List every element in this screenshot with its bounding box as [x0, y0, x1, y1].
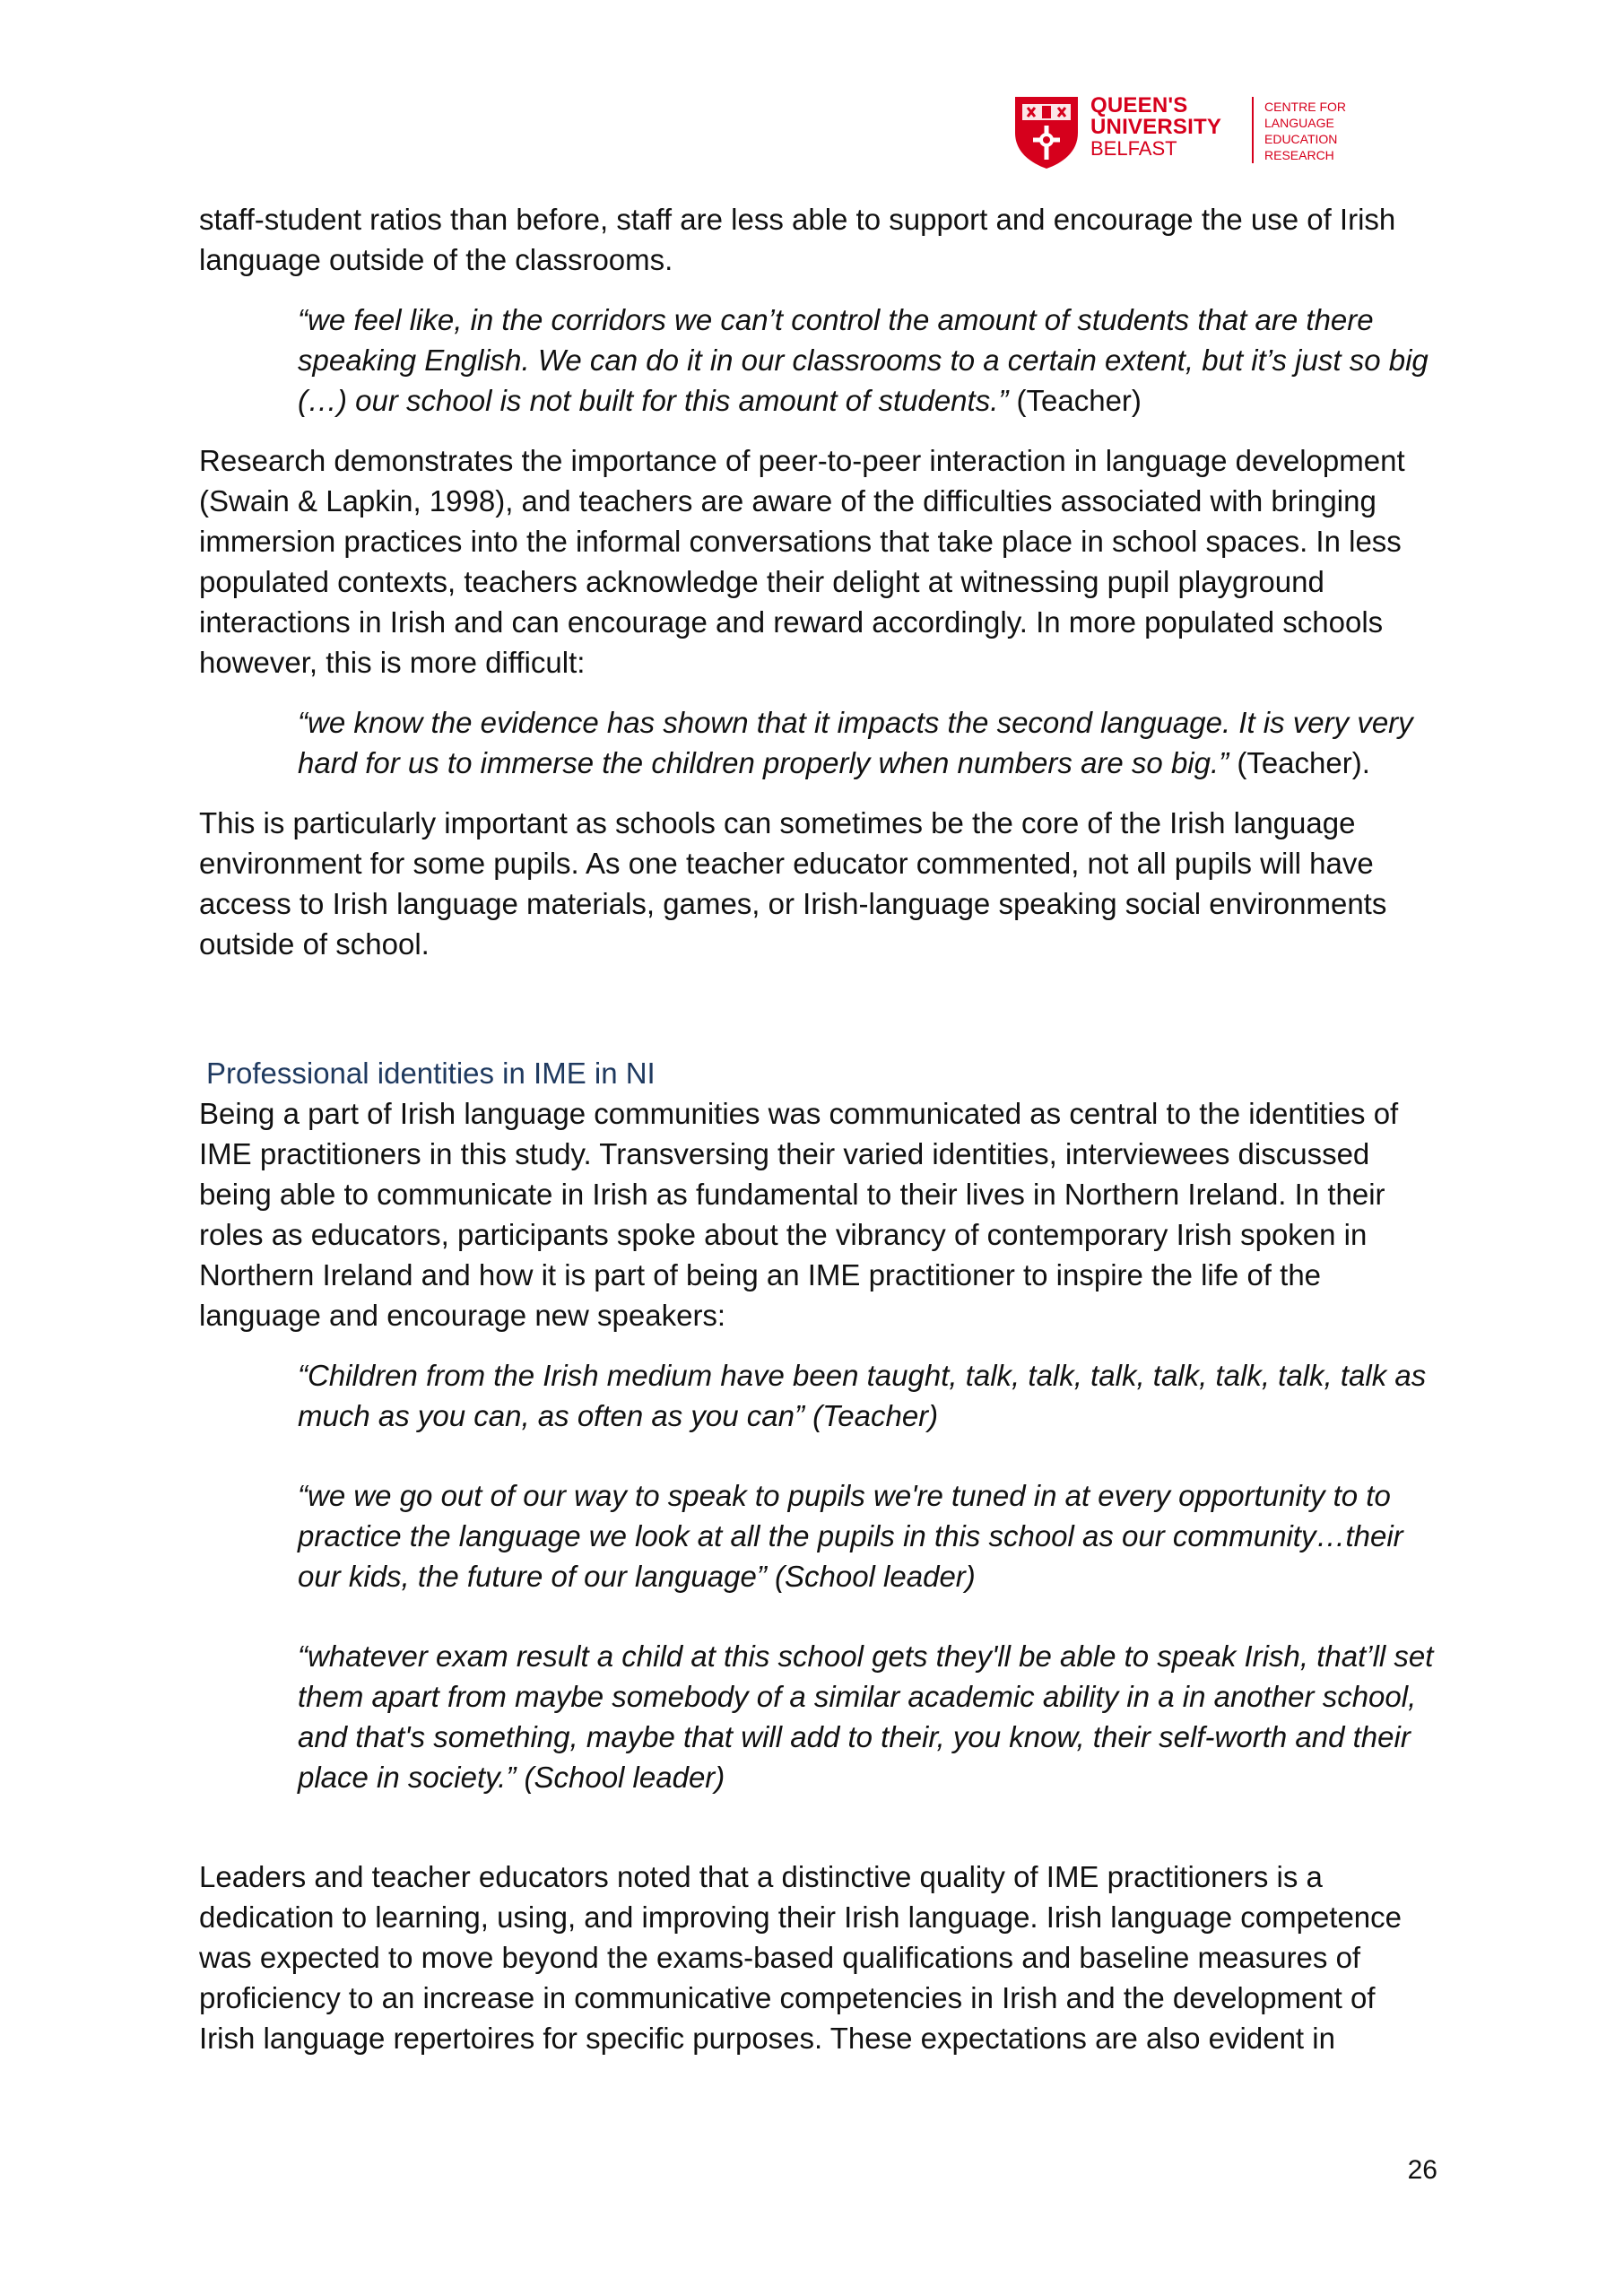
centre-for-language-education-research-logo: [1264, 99, 1346, 163]
page-number: 26: [1407, 2155, 1437, 2185]
spacer: [199, 1817, 1437, 1837]
centre-line-1: CENTRE FOR: [1264, 100, 1346, 114]
paragraph-2: Research demonstrates the importance of peer-to-peer interaction in language development (Swain & Lapkin, 1998), and teachers are aware of the difficulties associated with bringing immersion practices into the informal conversations that take place in school spaces. In less populated contexts, teachers acknowledge their delight at witnessing pupil playground interactions in Irish and can encourage and reward accordingly. In more populated schools however, this is more difficult:: [199, 444, 1405, 679]
logo-line-1: QUEEN'S: [1090, 93, 1188, 117]
quote-2-attribution: (Teacher).: [1229, 746, 1370, 779]
centre-line-2: LANGUAGE: [1264, 116, 1334, 130]
university-crest-icon: [1012, 93, 1081, 170]
queens-university-belfast-logo: [1012, 93, 1352, 170]
page-body: [199, 199, 1437, 2078]
spacer: [199, 1616, 1437, 1636]
centre-line-4: RESEARCH: [1264, 148, 1334, 162]
quote-3: “Children from the Irish medium have been taught, talk, talk, talk, talk, talk, talk, talk as much as you can, as often as you can” (Teacher): [298, 1359, 1427, 1432]
quote-1: [298, 300, 1437, 421]
quote-1-attribution: (Teacher): [1008, 384, 1142, 417]
logo-line-2: UNIVERSITY: [1090, 115, 1222, 139]
quote-5: “whatever exam result a child at this school gets they'll be able to speak Irish, that’ll set them apart from maybe somebody of a similar academic ability in a in another school, and that's something, maybe that will add to their, you know, their self-worth and their place in society.” (School leader): [298, 1639, 1434, 1794]
quote-2: [298, 702, 1437, 783]
quote-4: “we we go out of our way to speak to pupils we're tuned in at every opportunity to to practice the language we look at all the pupils in this school as our community…their our kids, the future of our language” (School leader): [298, 1479, 1403, 1593]
section-heading: Professional identities in IME in NI: [206, 1057, 656, 1090]
quote-2-text: “we know the evidence has shown that it impacts the second language. It is very very hard for us to immerse the children properly when numbers are so big.”: [298, 706, 1413, 779]
paragraph-3: This is particularly important as schools can sometimes be the core of the Irish language environment for some pupils. As one teacher educator commented, not all pupils will have access to Irish language materials, games, or Irish-language speaking social environments outside of school.: [199, 806, 1387, 961]
quote-1-text: “we feel like, in the corridors we can’t control the amount of students that are there speaking English. We can do it in our classrooms to a certain extent, but it’s just so big (…) our school is not built for this amount of students.”: [298, 303, 1429, 417]
paragraph-1: staff-student ratios than before, staff are less able to support and encourage the use of Irish language outside of the classrooms.: [199, 203, 1396, 276]
logo-divider: [1252, 97, 1254, 163]
spacer: [199, 984, 1437, 1054]
logo-line-3: BELFAST: [1090, 137, 1177, 160]
paragraph-5: Leaders and teacher educators noted that a distinctive quality of IME practitioners is a dedication to learning, using, and improving their Irish language. Irish language competence was expected to move beyond the exams-based qualifications and baseline measures of proficiency to an increase in communicative competencies in Irish and the development of Irish language repertoires for specific purposes. These expectations are also evident in: [199, 1860, 1403, 2055]
centre-line-3: EDUCATION: [1264, 132, 1338, 146]
spacer: [199, 1837, 1437, 1857]
spacer: [199, 1456, 1437, 1475]
paragraph-4: Being a part of Irish language communities was communicated as central to the identities of IME practitioners in this study. Transversing their varied identities, interviewees discussed being able to communicate in Irish as fundamental to their lives in Northern Ireland. In their roles as educators, participants spoke about the vibrancy of contemporary Irish spoken in Northern Ireland and how it is part of being an IME practitioner to inspire the life of the language and encourage new speakers:: [199, 1097, 1399, 1332]
